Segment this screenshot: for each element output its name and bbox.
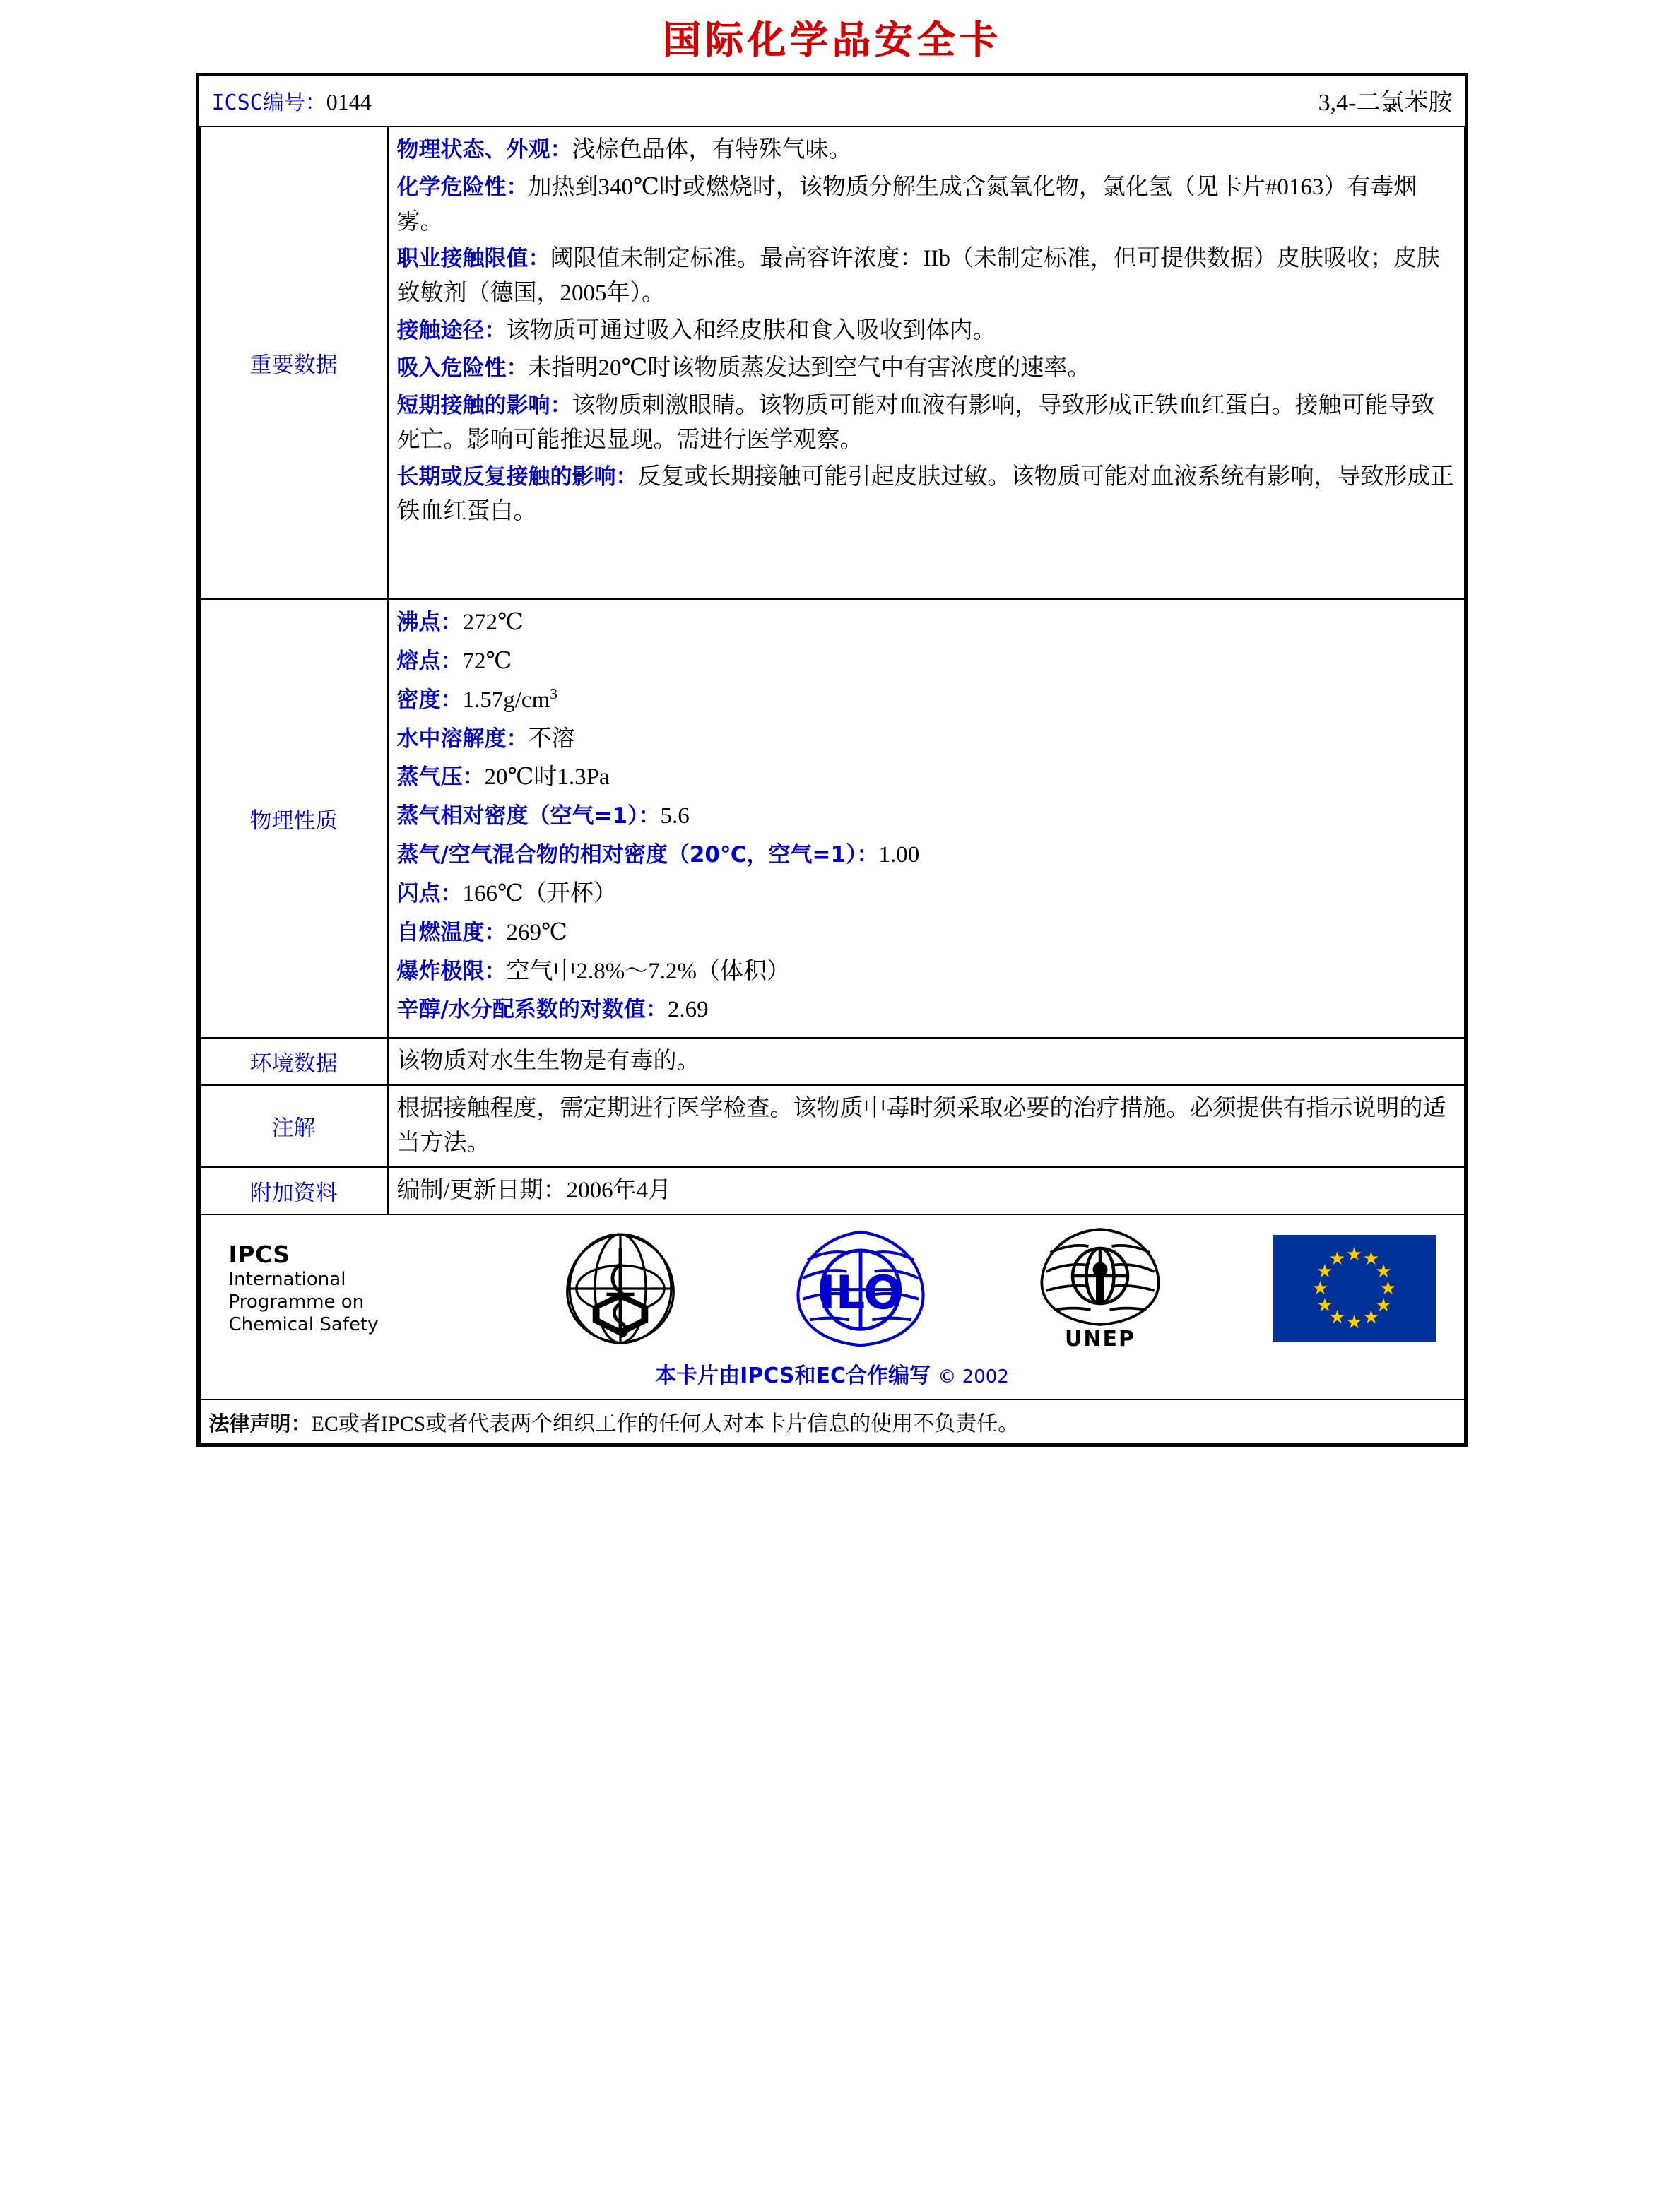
- environmental-data-content: 该物质对水生生物是有毒的。: [388, 1038, 1465, 1085]
- property-value: 269℃: [506, 919, 567, 945]
- additional-info-row: [200, 1167, 1465, 1214]
- important-data-item: [397, 242, 1456, 311]
- property-line: [397, 877, 1456, 911]
- property-line: [397, 916, 1456, 950]
- physical-properties-row: [200, 599, 1465, 1038]
- additional-info-content: 编制/更新日期：2006年4月: [388, 1167, 1465, 1214]
- svg-text:ILO: ILO: [818, 1265, 903, 1320]
- logo-strip: [201, 1215, 1464, 1355]
- important-data-content: [388, 126, 1465, 599]
- notes-label: 注解: [200, 1085, 388, 1167]
- property-line: [397, 954, 1456, 989]
- credit-line: [201, 1355, 1464, 1399]
- property-value: 1.57g/cm: [462, 687, 550, 713]
- property-value: 166℃（开杯）: [462, 880, 617, 906]
- unep-label: UNEP: [1065, 1327, 1135, 1352]
- icsc-number-cell: [199, 76, 858, 126]
- item-value: 浅棕色晶体，有特殊气味。: [572, 137, 852, 162]
- ipcs-line-1: International: [228, 1269, 346, 1291]
- icsc-number-value: 0144: [326, 88, 372, 114]
- legal-notice: [200, 1400, 1465, 1443]
- item-value: 阈限值未制定标准。最高容许浓度：IIb（未制定标准，但可提供数据）皮肤吸收；皮肤致敏剂（德国，2005年）。: [396, 246, 1440, 307]
- property-value-sup: 3: [550, 685, 557, 702]
- property-key: 沸点：: [396, 610, 463, 636]
- property-value: 5.6: [660, 803, 690, 829]
- additional-info-label: 附加资料: [200, 1167, 388, 1214]
- property-key: 蒸气相对密度（空气=1）：: [396, 803, 661, 829]
- footer-cell: [200, 1214, 1465, 1400]
- eu-star-icon: ★: [1362, 1248, 1380, 1269]
- notes-row: [200, 1085, 1465, 1167]
- eu-star-icon: ★: [1345, 1311, 1363, 1332]
- physical-properties-label: 物理性质: [200, 599, 388, 1038]
- important-data-item: [397, 170, 1456, 239]
- page-title: 国际化学品安全卡: [662, 18, 1002, 62]
- legal-label: 法律声明：: [208, 1411, 312, 1436]
- item-value: 加热到340℃时或燃烧时，该物质分解生成含氮氧化物，氯化氢（见卡片#0163）有毒烟雾。: [396, 174, 1417, 235]
- property-line: [397, 683, 1456, 718]
- ilo-logo-icon: [779, 1225, 928, 1352]
- important-data-item: [397, 133, 1456, 167]
- item-key: 长期或反复接触的影响：: [396, 464, 638, 490]
- card-header: [199, 76, 1465, 126]
- eu-star-icon: ★: [1362, 1307, 1380, 1328]
- unep-logo-icon: [1012, 1225, 1188, 1331]
- property-line: [397, 605, 1456, 640]
- important-data-item: [397, 389, 1456, 458]
- eu-star-icon: ★: [1375, 1260, 1392, 1282]
- property-key: 熔点：: [396, 648, 463, 674]
- important-data-row: [200, 126, 1465, 599]
- copyright-text: © 2002: [938, 1366, 1009, 1388]
- important-data-label: 重要数据: [200, 126, 388, 599]
- icsc-card: [196, 73, 1468, 1447]
- environmental-data-row: [200, 1038, 1465, 1085]
- item-key: 化学危险性：: [396, 174, 529, 200]
- eu-flag-icon: [1273, 1235, 1436, 1342]
- property-line: [397, 993, 1456, 1027]
- property-line: [397, 838, 1456, 873]
- property-key: 闪点：: [396, 880, 463, 906]
- property-line: [397, 799, 1456, 834]
- item-value: 反复或长期接触可能引起皮肤过敏。该物质可能对血液系统有影响，导致形成正铁血红蛋白。: [396, 464, 1454, 525]
- item-key: 接触途径：: [396, 318, 507, 344]
- item-key: 职业接触限值：: [396, 246, 550, 272]
- eu-star-icon: ★: [1345, 1243, 1363, 1265]
- property-key: 辛醇/水分配系数的对数值：: [396, 997, 668, 1023]
- eu-star-icon: ★: [1316, 1260, 1333, 1282]
- property-key: 爆炸极限：: [396, 958, 507, 984]
- physical-properties-content: [388, 599, 1465, 1038]
- ipcs-line-2: Programme on: [228, 1291, 365, 1313]
- eu-star-icon: ★: [1328, 1307, 1346, 1328]
- environmental-data-label: 环境数据: [200, 1038, 388, 1085]
- property-value: 272℃: [462, 610, 524, 636]
- item-key: 物理状态、外观：: [396, 137, 572, 162]
- card-body-table: [199, 126, 1465, 1444]
- unep-logo-block: [1012, 1225, 1188, 1352]
- property-value: 72℃: [462, 648, 512, 674]
- who-logo-icon: [546, 1225, 695, 1352]
- property-key: 自燃温度：: [396, 919, 507, 945]
- property-key: 水中溶解度：: [396, 726, 529, 752]
- chemical-name: 3,4-二氯苯胺: [1318, 90, 1453, 116]
- item-key: 吸入危险性：: [396, 355, 529, 381]
- eu-star-icon: ★: [1311, 1277, 1329, 1299]
- eu-star-icon: ★: [1379, 1277, 1397, 1299]
- important-data-item: [397, 314, 1456, 348]
- property-key: 蒸气/空气混合物的相对密度（20℃，空气=1）：: [396, 842, 879, 868]
- important-data-item: [397, 460, 1456, 529]
- legal-row: [200, 1400, 1465, 1443]
- eu-star-icon: ★: [1316, 1294, 1333, 1315]
- important-data-item: [397, 351, 1456, 386]
- property-line: [397, 644, 1456, 679]
- property-line: [397, 722, 1456, 757]
- notes-content: 根据接触程度，需定期进行医学检查。该物质中毒时须采取必要的治疗措施。必须提供有指示说明的适当方法。: [388, 1085, 1465, 1167]
- ipcs-line-3: Chemical Safety: [228, 1313, 379, 1335]
- item-key: 短期接触的影响：: [396, 392, 572, 418]
- property-line: [397, 760, 1456, 795]
- ipcs-acronym: IPCS: [228, 1240, 290, 1268]
- eu-star-icon: ★: [1375, 1294, 1392, 1315]
- property-key: 蒸气压：: [396, 764, 485, 791]
- icsc-number-label: ICSC编号：: [211, 90, 326, 115]
- legal-text: EC或者IPCS或者代表两个组织工作的任何人对本卡片信息的使用不负责任。: [311, 1412, 1020, 1436]
- property-value: 不溶: [528, 726, 575, 752]
- property-value: 空气中2.8%～7.2%（体积）: [506, 958, 790, 984]
- property-value: 20℃时1.3Pa: [484, 764, 610, 791]
- credit-text: 本卡片由IPCS和EC合作编写: [655, 1363, 931, 1388]
- item-value: 该物质刺激眼睛。该物质可能对血液有影响，导致形成正铁血红蛋白。接触可能导致死亡。影响可能推迟显现。需进行医学观察。: [396, 392, 1435, 453]
- footer-logos-row: [200, 1214, 1465, 1400]
- item-value: 该物质可通过吸入和经皮肤和食入吸收到体内。: [506, 318, 996, 344]
- property-value: 2.69: [667, 997, 709, 1023]
- property-value: 1.00: [878, 842, 920, 868]
- ipcs-text-block: [229, 1241, 462, 1336]
- property-key: 密度：: [396, 687, 463, 713]
- item-value: 未指明20℃时该物质蒸发达到空气中有害浓度的速率。: [528, 355, 1091, 381]
- eu-star-icon: ★: [1328, 1248, 1346, 1269]
